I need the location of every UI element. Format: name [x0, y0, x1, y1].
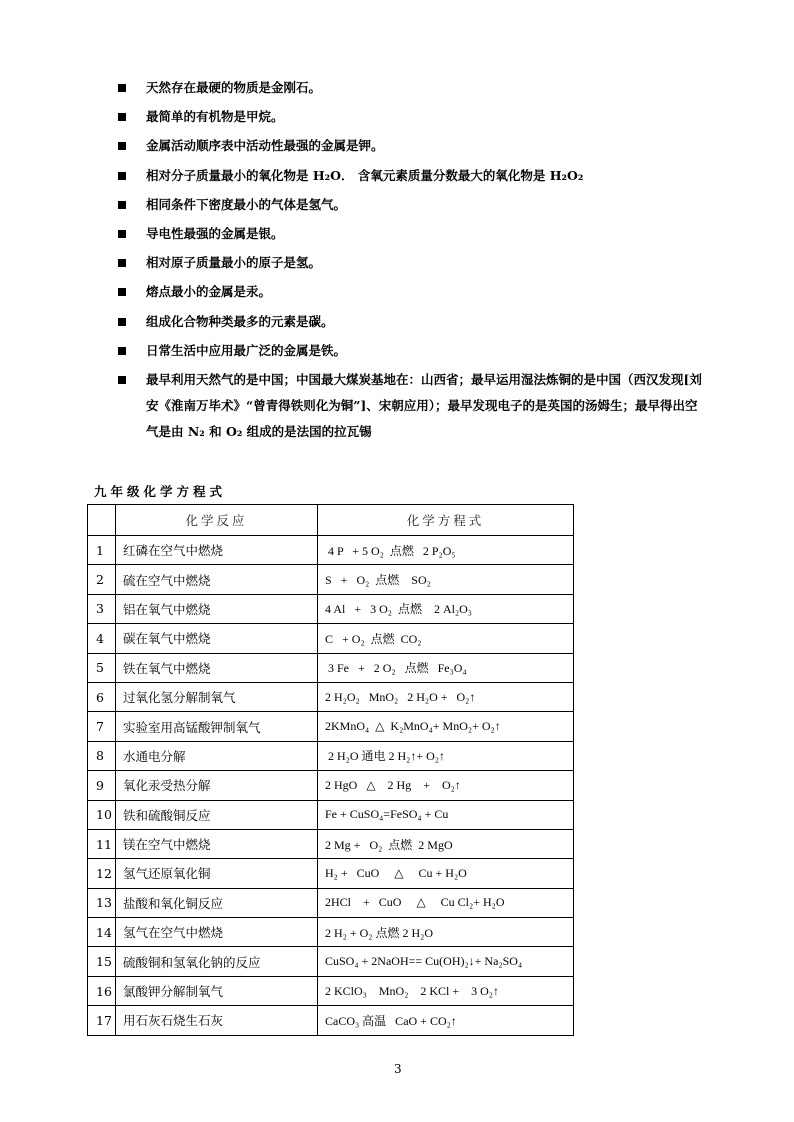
row-number-cell: 15: [88, 947, 116, 976]
table-row: [88, 594, 574, 623]
list-item-text: 相同条件下密度最小的气体是氢气。: [146, 196, 347, 212]
list-item-text: 熔点最小的金属是汞。: [146, 284, 272, 300]
equation-cell: 2 H₂ + O₂ 点燃 2 H₂O: [318, 918, 574, 947]
row-number-cell: 8: [88, 741, 116, 770]
equation-cell: 2 HgO △ 2 Hg + O₂↑: [318, 771, 574, 800]
square-bullet-icon: [118, 142, 126, 150]
equation-cell: 2 H₂O₂ MnO₂ 2 H₂O + O₂↑: [318, 682, 574, 711]
table-row: [88, 918, 574, 947]
row-number-cell: 13: [88, 888, 116, 917]
equation-cell: 3 Fe + 2 O₂ 点燃 Fe₃O₄: [318, 653, 574, 682]
square-bullet-icon: [118, 318, 126, 326]
row-number-cell: 5: [88, 653, 116, 682]
list-item: [118, 253, 708, 273]
equations-table: [87, 504, 574, 1036]
reaction-cell: 铁在氧气中燃烧: [116, 653, 318, 682]
reaction-cell: 盐酸和氧化铜反应: [116, 888, 318, 917]
square-bullet-icon: [118, 84, 126, 92]
row-number-cell: 9: [88, 771, 116, 800]
square-bullet-icon: [118, 230, 126, 238]
row-number-cell: 10: [88, 800, 116, 829]
table-row: [88, 565, 574, 594]
row-number-cell: 11: [88, 829, 116, 858]
reaction-cell: 红磷在空气中燃烧: [116, 536, 318, 565]
reaction-cell: 氧化汞受热分解: [116, 771, 318, 800]
header-cell-reaction: 化学反应: [116, 505, 318, 536]
table-row: [88, 712, 574, 741]
table-row: [88, 653, 574, 682]
table-row: [88, 947, 574, 976]
equation-cell: CaCO₃ 高温 CaO + CO₂↑: [318, 1006, 574, 1035]
list-item: [118, 282, 708, 302]
equation-cell: CuSO₄ + 2NaOH== Cu(OH)₂↓+ Na₂SO₄: [318, 947, 574, 976]
reaction-cell: 用石灰石烧生石灰: [116, 1006, 318, 1035]
reaction-cell: 硫在空气中燃烧: [116, 565, 318, 594]
square-bullet-icon: [118, 376, 126, 384]
reaction-cell: 铝在氧气中燃烧: [116, 594, 318, 623]
row-number-cell: 7: [88, 712, 116, 741]
header-cell-equation: 化学方程式: [318, 505, 574, 536]
reaction-cell: 氯酸钾分解制氧气: [116, 976, 318, 1005]
row-number-cell: 4: [88, 624, 116, 653]
equation-cell: S + O₂ 点燃 SO₂: [318, 565, 574, 594]
row-number-cell: 16: [88, 976, 116, 1005]
table-row: [88, 829, 574, 858]
reaction-cell: 实验室用高锰酸钾制氧气: [116, 712, 318, 741]
list-item-text: 天然存在最硬的物质是金刚石。: [146, 80, 322, 95]
row-number-cell: 12: [88, 859, 116, 888]
list-item: [118, 107, 708, 127]
row-number-cell: 2: [88, 565, 116, 594]
equation-cell: 2 H₂O 通电 2 H₂↑+ O₂↑: [318, 741, 574, 770]
list-item: [118, 136, 708, 156]
square-bullet-icon: [118, 172, 126, 180]
reaction-cell: 氢气在空气中燃烧: [116, 918, 318, 947]
equation-cell: H₂ + CuO △ Cu + H₂O: [318, 859, 574, 888]
table-row: [88, 859, 574, 888]
reaction-cell: 硫酸铜和氢氧化钠的反应: [116, 947, 318, 976]
facts-list: [118, 78, 708, 454]
list-item-text: 组成化合物种类最多的元素是碳。: [146, 313, 334, 329]
list-item-text: 金属活动顺序表中活动性最强的金属是钾。: [146, 138, 384, 154]
row-number-cell: 17: [88, 1006, 116, 1035]
table-row: [88, 771, 574, 800]
list-item-text: 最早利用天然气的是中国；中国最大煤炭基地在：山西省；最早运用湿法炼铜的是中国（西汉发现[刘安《淮南万毕术》“曾青得铁则化为铜”]、宋朝应用）；最早发现电子的是英国的汤姆生；最早得出空气是由 N₂ 和 O₂ 组成的是法国的拉瓦锡: [146, 371, 702, 439]
row-number-cell: 14: [88, 918, 116, 947]
row-number-cell: 6: [88, 682, 116, 711]
reaction-cell: 过氧化氢分解制氧气: [116, 682, 318, 711]
table-row: [88, 741, 574, 770]
reaction-cell: 铁和硫酸铜反应: [116, 800, 318, 829]
list-item-text: 最简单的有机物是甲烷。: [146, 109, 284, 125]
table-header-row: [88, 505, 574, 536]
reaction-cell: 水通电分解: [116, 741, 318, 770]
table-row: [88, 624, 574, 653]
square-bullet-icon: [118, 201, 126, 209]
table-row: [88, 800, 574, 829]
reaction-cell: 镁在空气中燃烧: [116, 829, 318, 858]
equation-cell: 2HCl + CuO △ Cu Cl₂+ H₂O: [318, 888, 574, 917]
list-item: [118, 341, 708, 361]
list-item-text: 相对原子质量最小的原子是氢。: [146, 255, 322, 271]
square-bullet-icon: [118, 347, 126, 355]
list-item-text: 相对分子质量最小的氧化物是 H₂O． 含氧元素质量分数最大的氧化物是 H₂O₂: [146, 167, 584, 183]
reaction-cell: 碳在氧气中燃烧: [116, 624, 318, 653]
list-item: [118, 367, 708, 445]
page-number: 3: [394, 1062, 402, 1076]
equation-cell: 4 Al + 3 O₂ 点燃 2 Al₂O₃: [318, 594, 574, 623]
list-item: [118, 78, 708, 98]
header-cell-number: [88, 505, 116, 536]
square-bullet-icon: [118, 259, 126, 267]
equation-cell: 2KMnO₄ △ K₂MnO₄+ MnO₂+ O₂↑: [318, 712, 574, 741]
table-row: [88, 976, 574, 1005]
square-bullet-icon: [118, 288, 126, 296]
table-row: [88, 536, 574, 565]
equation-cell: Fe + CuSO₄=FeSO₄ + Cu: [318, 800, 574, 829]
list-item: [118, 195, 708, 215]
list-item: [118, 166, 708, 186]
table-row: [88, 1006, 574, 1035]
list-item: [118, 224, 708, 244]
reaction-cell: 氢气还原氧化铜: [116, 859, 318, 888]
row-number-cell: 3: [88, 594, 116, 623]
table-row: [88, 682, 574, 711]
equation-cell: 2 KClO₃ MnO₂ 2 KCl + 3 O₂↑: [318, 976, 574, 1005]
list-item-text: 导电性最强的金属是银。: [146, 225, 284, 241]
equation-cell: 2 Mg + O₂ 点燃 2 MgO: [318, 829, 574, 858]
row-number-cell: 1: [88, 536, 116, 565]
list-item: [118, 312, 708, 332]
square-bullet-icon: [118, 113, 126, 121]
section-title: 九年级化学方程式: [94, 484, 227, 499]
equation-cell: C + O₂ 点燃 CO₂: [318, 624, 574, 653]
list-item-text: 日常生活中应用最广泛的金属是铁。: [146, 342, 347, 358]
table-row: [88, 888, 574, 917]
equation-cell: 4 P + 5 O₂ 点燃 2 P₂O₅: [318, 536, 574, 565]
